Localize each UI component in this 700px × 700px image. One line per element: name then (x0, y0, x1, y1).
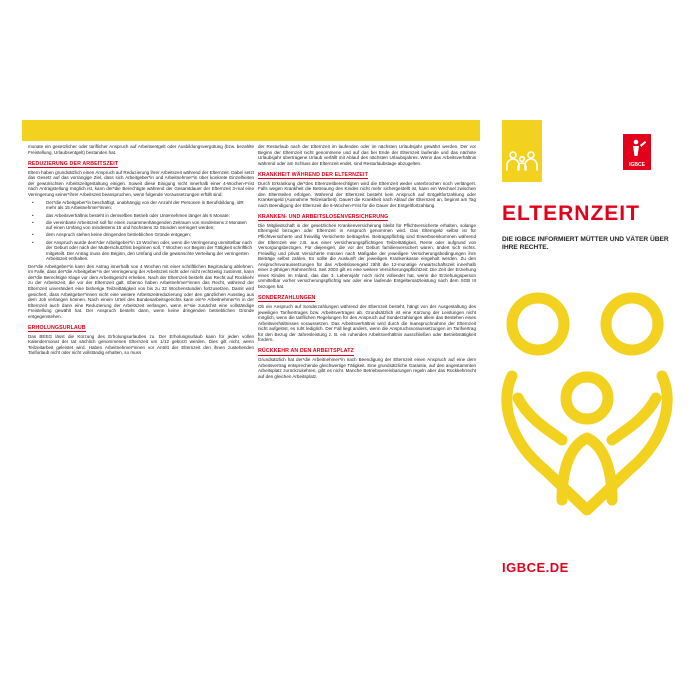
brochure (22, 120, 680, 580)
paragraph-urlaub: Das BEEG lässt die Kürzung des Erholungsurlaubes zu. Der Erholungsurlaub kann für jeden vollen Kalendermonat der tat sächlich genommenen Elternzeit um 1/12 gekürzt werden. Dies gilt nicht, wenn Teilzeitarbeit geleistet wird. Haben Arbeitnehmer*innen vor Antritt der Elternzeit den ihnen zustehenden Tarifurlaub nicht oder nicht vollständig erhalten, so muss (28, 333, 254, 356)
website-link[interactable]: IGBCE.DE (502, 560, 569, 575)
paragraph-reduzierung: Eltern haben grundsätzlich einen Anspruch auf Reduzierung ihrer Arbeitszeit während der Elternzeit. Dabei setzt das Gesetz auf das vorrangige Ziel, dass sich Arbeitgeber*in und Arbeitnehmer*in über konkrete Einzelheiten der gewünschten Arbeitszeitgestaltung einigen. Soweit diese Einigung nicht innerhalb einer 4-Wochen-Frist nach Antragstellung möglich ist, kann der*die Berechtigte während der Gesamtdauer der Elternzeit 3-mal eine Verringerung seiner*ihrer Arbeitszeit beanspruchen, wenn folgende Voraussetzungen erfüllt sind: (28, 169, 254, 197)
cover-panel (480, 120, 680, 580)
igbce-logo (623, 134, 651, 170)
heading-reduzierung: REDUZIERUNG DER ARBEITSZEIT (28, 160, 119, 167)
list-item: • der Anspruch wurde dem*der Arbeitgeber*in 13 Wochen oder, wenn die Verringerung unmittelbar nach der Geburt oder nach der Mutterschutzfrist beginnen soll, 7 Wochen vor Beginn der Tätigkeit schriftlich mitgeteilt. Der Antrag muss den Beginn, den Umfang und die gewünschte Verteilung der verringerten Arbeitszeit enthalten. (28, 240, 254, 262)
heading-kranken: KRANKEN- UND ARBEITSLOSENVERSICHERUNG (258, 214, 389, 221)
paragraph-krankheit: Durch Erkrankung der*des Elternzeitberechtigten wird die Elternzeit weder unterbrochen noch verlängert. Falls wegen Krankheit die Betreuung des Kindes nicht mehr sichergestellt ist, kann ein Wechsel zwischen den Elternteilen erfolgen. Während der Elternzeit besteht kein Anspruch auf Entgeltfortzahlung oder Krankengeld (Ausnahme Teilzeitarbeit). Dauert die Krankheit nach Ablauf der Elternzeit an, beginnt am Tag nach Beendigung der Elternzeit die 6-Wochen-Frist für die Dauer der Entgeltfortzahlung. (258, 180, 476, 208)
intro-text: der Resturlaub nach der Elternzeit im laufenden oder im nächsten Urlaubsjahr gewährt werden. Der vor Beginn der Elternzeit nicht genommene und auf das bei Ende der Elternzeit laufende und das nächste Urlaubsjahr übertragene Urlaub verfällt mit Ablauf des nächsten Urlaubsjahres. Wenn das Arbeitsverhältnis während oder am Schluss der Elternzeit endet, sind Resturlaubstage abzugelten. (258, 144, 476, 166)
intro-text: monate ein gesetzlicher oder tariflicher Anspruch auf Arbeitsentgelt oder Ausbildungsvergütung (bzw. bezahlte Freistellung, Urlaubsentgelt) bestanden hat. (28, 144, 254, 155)
paragraph-kranken: Die Mitgliedschaft in der gesetzlichen Krankenversicherung bleibt für Pflichtversicherte erhalten, solange Elterngeld bezogen oder Elternzeit in Anspruch genommen wird. Das Elterngeld selbst ist für Pflichtversicherte und freiwillig Versicherte beitragsfrei. Beitragspflichtig sind Erwerbseinkommen während der Elternzeit wie z.B. aus einer versicherungspflichtigen Teilzeittätigkeit, Rente oder aufgrund von Versorgungsbezügen. Für diejenigen, die vor der Geburt familienversichert waren, ändert sich nichts. Freiwillig und privat Versicherte müssen nach Maßgabe der jeweiligen Versicherungsbedingungen ihre Beiträge selbst zahlen. Es sollte die Auskunft der jeweiligen Krankenkasse eingeholt werden. Zu den Anspruchsvoraussetzungen für das Arbeitslosengeld zählt die 12-monatige Anwartschaftszeit innerhalb einer 2-jährigen Rahmenfrist. Seit 2003 gilt es eine weitere Versicherungspflichtzeit: Die Zeit der Erziehung eines Kindes im Inland, das das 3. Lebensjahr noch nicht vollendet hat, wenn die Erziehungsperson unmittelbar vorher versicherungspflichtig war oder eine laufende Entgeltersatzleistung nach dem SGB III bezogen hat. (258, 222, 476, 289)
family-heart-icon (500, 280, 675, 530)
logo-mark-icon (623, 136, 651, 162)
yellow-band (22, 120, 480, 141)
list-item: • dem Anspruch stehen keine dringenden betrieblichen Gründe entgegen; (28, 232, 254, 238)
yellow-tab (502, 120, 542, 182)
heading-urlaub: ERHOLUNGSURLAUB (28, 324, 86, 331)
heading-rueckkehr: RÜCKKEHR AN DEN ARBEITSPLATZ (258, 348, 354, 355)
family-icon (502, 120, 542, 182)
logo-text: IGBCE (629, 162, 645, 168)
list-item: • die vereinbarte Arbeitszeit soll für einen zusammenhängenden Zeitraum von mindestens 2 Monaten auf einen Umfang von mindestens 15 und höchstens 32 Stunden verringert werden; (28, 220, 254, 231)
subtitle: DIE IGBCE INFORMIERT MÜTTER UND VÄTER ÜBER IHRE RECHTE. (502, 236, 669, 252)
list-item: • Der*die Arbeitgeber*in beschäftigt, unabhängig von der Anzahl der Personen in Berufsbildung, idR mehr als 15 Arbeitnehmer*innen; (28, 200, 254, 211)
paragraph-sonder: Ob ein Anspruch auf Sonderzahlungen während der Elternzeit besteht, hängt von der Ausgestaltung des jeweiligen Tarifvertrages bzw. Arbeitsvertrages ab. Grundsätzlich ist eine Kürzung der Leistungen nicht möglich, wenn die tariflichen Regelungen für den Anspruch auf Sonderzahlungen allein das Bestehen eines Arbeitsverhältnisses voraussetzen. Das Arbeitsverhältnis wird durch die Inanspruchnahme der Elternzeit nicht aufgelöst, es ruht lediglich. Der Fall liegt anders, wenn die Anspruchsvoraussetzungen im Tarifvertrag für den Bezug der Jahresleistung z. B. ein ruhendes Arbeitsverhältnis ausschließen oder Betriebstätigkeit fordern. (258, 303, 476, 343)
paragraph-after-list: Der*die Arbeitgeber*in kann den Antrag innerhalb von 4 Wochen mit einer schriftlichen Begründung ablehnen. Im Falle, dass der*die Arbeitgeber*in der Verringerung der Arbeitszeit nicht oder nicht rechtzeitig zustimmt, kann der*die Berechtigte Klage vor dem Arbeitsgericht erheben. Nach der Elternzeit besteht das Recht auf Rückkehr zu der Arbeitszeit, die vor der Elternzeit galt. Ebenso haben Arbeitnehmer*innen das Recht, während der Elternzeit unverändert eine bisherige Teilzeittätigkeit von bis zu 32 Wochenstunden fortzusetzen. Damit wird gesichert, dass Arbeitgeber*innen nicht eine weitere Arbeitszeitreduzierung oder den gänzlichen Ausstieg aus dem Job verlangen können. Nach einem Urteil des Bundesarbeitsgerichts kann ein*e Arbeitnehmer*in in der Elternzeit auch dann eine Reduzierung der Arbeitszeit verlangen, wenn er*sie zunächst eine vollständige Freistellung gewählt hat. Der Anspruch besteht dann, wenn keine dringenden betrieblichen Gründe entgegenstehen. (28, 263, 254, 319)
heading-krankheit: KRANKHEIT WÄHREND DER ELTERNZEIT (258, 171, 368, 178)
bullet-list (28, 200, 254, 262)
column-middle (258, 144, 476, 382)
page-title: ELTERNZEIT (502, 202, 640, 225)
column-left (28, 144, 254, 359)
paragraph-rueckkehr: Grundsätzlich hat der*die Arbeitnehmer*in nach Beendigung der Elternzeit einen Anspruch auf eine dem Arbeitsvertrag entsprechende gleichwertige Tätigkeit. Eine grundsätzliche Garantie, auf den angestammten Arbeitsplatz zurückzukehren, gibt es nicht. Manche Betriebsvereinbarungen regeln aber das Rückkehrrecht auf den gleichen Arbeitsplatz. (258, 357, 476, 379)
heading-sonder: SONDERZAHLUNGEN (258, 295, 316, 302)
list-item: • das Arbeitsverhältnis besteht in demselben Betrieb oder Unternehmen länger als 6 Monate; (28, 213, 254, 219)
